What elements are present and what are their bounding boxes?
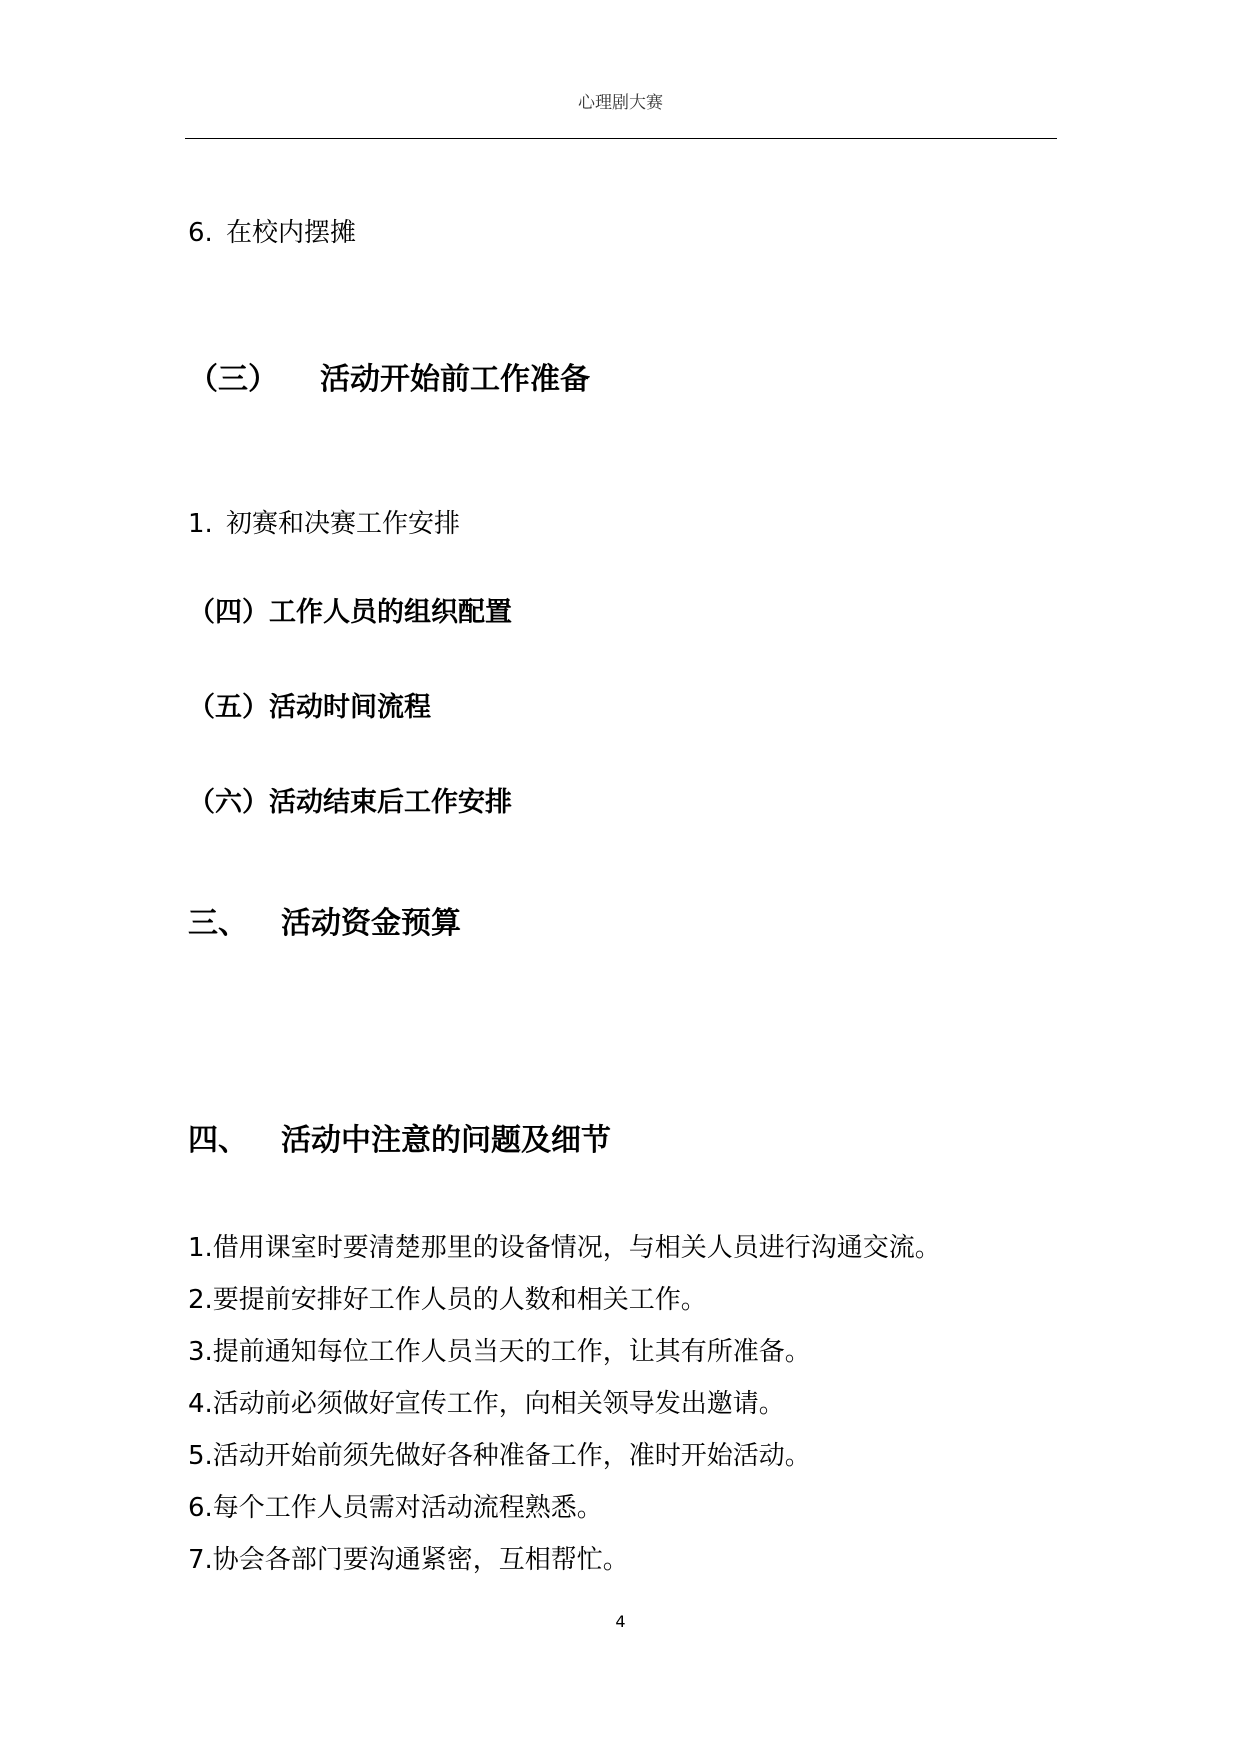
header-divider — [185, 138, 1057, 139]
note-item-5: 5.活动开始前须先做好各种准备工作，准时开始活动。 — [188, 1441, 811, 1471]
list-item-text: 在校内摆摊 — [226, 218, 357, 248]
list-item-1 — [188, 503, 460, 540]
section-heading-3 — [188, 354, 590, 398]
note-item-6: 6.每个工作人员需对活动流程熟悉。 — [188, 1493, 603, 1523]
section-heading-text: 活动开始前工作准备 — [320, 362, 590, 397]
section-heading-number: （三） — [188, 362, 278, 397]
list-item-text: 初赛和决赛工作安排 — [226, 509, 461, 539]
section-heading-4: （四）工作人员的组织配置 — [188, 597, 512, 628]
note-item-4: 4.活动前必须做好宣传工作，向相关领导发出邀请。 — [188, 1389, 785, 1419]
list-item-6 — [188, 212, 356, 249]
page-number: 4 — [615, 1612, 626, 1631]
section-heading-6: （六）活动结束后工作安排 — [188, 787, 512, 818]
note-item-2: 2.要提前安排好工作人员的人数和相关工作。 — [188, 1285, 707, 1315]
chapter-heading-text: 活动资金预算 — [281, 906, 461, 941]
chapter-heading-3 — [188, 898, 461, 942]
list-item-number: 6. — [188, 218, 213, 248]
chapter-heading-4 — [188, 1115, 611, 1159]
page-header-title: 心理剧大赛 — [578, 93, 663, 113]
section-heading-5: （五）活动时间流程 — [188, 692, 431, 723]
note-item-1: 1.借用课室时要清楚那里的设备情况，与相关人员进行沟通交流。 — [188, 1233, 941, 1263]
list-item-number: 1. — [188, 509, 213, 539]
chapter-heading-text: 活动中注意的问题及细节 — [281, 1123, 611, 1158]
chapter-heading-number: 四、 — [188, 1123, 248, 1158]
chapter-heading-number: 三、 — [188, 906, 248, 941]
note-item-3: 3.提前通知每位工作人员当天的工作，让其有所准备。 — [188, 1337, 811, 1367]
note-item-7: 7.协会各部门要沟通紧密，互相帮忙。 — [188, 1545, 629, 1575]
